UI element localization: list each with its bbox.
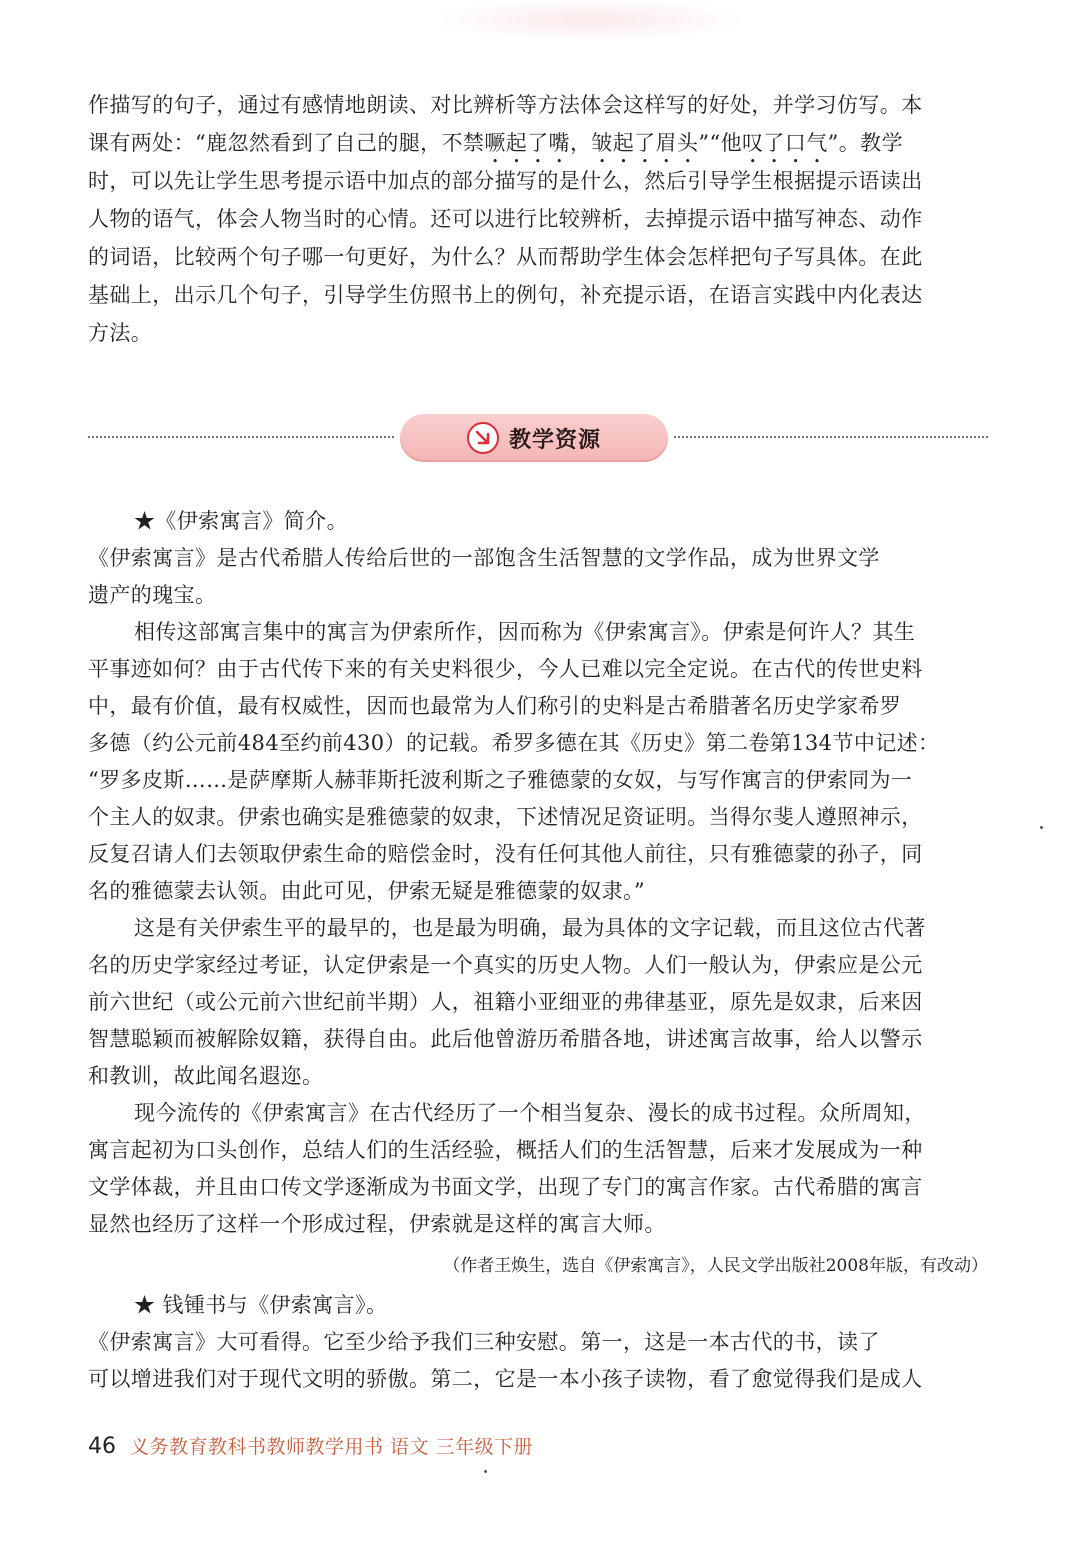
intro-text: ”。教学 <box>827 131 903 155</box>
intro-line: 方法。 <box>88 321 153 345</box>
resource-line: 可以增进我们对于现代文明的骄傲。第二，它是一本小孩子读物，看了愈觉得我们是成人 <box>88 1367 923 1391</box>
intro-text: ”“他 <box>698 131 743 155</box>
resource-heading: ★《伊索寓言》简介。 <box>134 509 348 533</box>
resource-line: 文学体裁，并且由口传文学逐渐成为书面文学，出现了专门的寓言作家。古代希腊的寓言 <box>88 1175 923 1199</box>
intro-line <box>88 128 988 168</box>
resource-line: 多德（约公元前484至约前430）的记载。希罗多德在其《历史》第二卷第134节中记述： <box>88 731 940 755</box>
resource-line: 现今流传的《伊索寓言》在古代经历了一个相当复杂、漫长的成书过程。众所周知， <box>134 1101 926 1125</box>
resource-line: 和教训，故此闻名遐迩。 <box>88 1064 324 1088</box>
scan-tint <box>440 0 740 40</box>
intro-line: 时，可以先让学生思考提示语中加点的部分描写的是什么，然后引导学生根据提示语读出 <box>88 169 923 193</box>
resource-line: 相传这部寓言集中的寓言为伊索所作，因而称为《伊索寓言》。伊索是何许人？其生 <box>134 620 916 644</box>
dotted-emphasis: 噘起了嘴 <box>484 131 570 155</box>
scan-speck <box>1040 826 1043 829</box>
intro-text: ， <box>569 131 592 155</box>
citation: （作者王焕生，选自《伊索寓言》，人民文学出版社2008年版，有改动） <box>443 1256 988 1276</box>
resource-line: 《伊索寓言》大可看得。它至少给予我们三种安慰。第一，这是一本古代的书，读了 <box>88 1330 880 1354</box>
section-divider-right <box>674 436 988 438</box>
resource-line: 中，最有价值，最有权威性，因而也最常为人们称引的史料是古希腊著名历史学家希罗 <box>88 694 902 718</box>
resource-line: 前六世纪（或公元前六世纪前半期）人，祖籍小亚细亚的弗律基亚，原先是奴隶，后来因 <box>88 990 923 1014</box>
resource-line: 遗产的瑰宝。 <box>88 583 217 607</box>
resource-line: 个主人的奴隶。伊索也确实是雅德蒙的奴隶，下述情况足资证明。当得尔斐人遵照神示， <box>88 805 923 829</box>
section-title: 教学资源 <box>508 427 601 453</box>
scan-speck <box>484 1470 487 1473</box>
resource-line: “罗多皮斯……是萨摩斯人赫菲斯托波利斯之子雅德蒙的女奴，与写作寓言的伊索同为一 <box>88 768 913 792</box>
resource-line: 《伊索寓言》是古代希腊人传给后世的一部饱含生活智慧的文学作品，成为世界文学 <box>88 546 880 570</box>
resource-line: 这是有关伊索生平的最早的，也是最为明确，最为具体的文字记载，而且这位古代著 <box>134 916 926 940</box>
section-divider-left <box>88 436 394 438</box>
page-number: 46 <box>88 1434 116 1459</box>
intro-text: 课有两处：“鹿忽然看到了自己的腿，不禁 <box>88 131 485 155</box>
intro-line: 基础上，出示几个句子，引导学生仿照书上的例句，补充提示语，在语言实践中内化表达 <box>88 283 923 307</box>
arrow-down-right-icon <box>467 422 499 454</box>
resource-line: 名的雅德蒙去认领。由此可见，伊索无疑是雅德蒙的奴隶。” <box>88 879 646 903</box>
resource-line: 名的历史学家经过考证，认定伊索是一个真实的历史人物。人们一般认为，伊索应是公元 <box>88 953 923 977</box>
resource-line: 反复召请人们去领取伊索生命的赔偿金时，没有任何其他人前往，只有雅德蒙的孙子，同 <box>88 842 923 866</box>
resource-line: 平事迹如何？由于古代传下来的有关史料很少，今人已难以完全定说。在古代的传世史料 <box>88 657 923 681</box>
dotted-emphasis: 皱起了眉头 <box>591 131 699 155</box>
book-title: 义务教育教科书教师教学用书 语文 三年级下册 <box>130 1436 534 1458</box>
resource-line: 显然也经历了这样一个形成过程，伊索就是这样的寓言大师。 <box>88 1212 666 1236</box>
resource-line: 寓言起初为口头创作，总结人们的生活经验，概括人们的生活智慧，后来才发展成为一种 <box>88 1138 923 1162</box>
resource-line: 智慧聪颖而被解除奴籍，获得自由。此后他曾游历希腊各地，讲述寓言故事，给人以警示 <box>88 1027 923 1051</box>
page-footer <box>88 1432 533 1462</box>
intro-line: 作描写的句子，通过有感情地朗读、对比辨析等方法体会这样写的好处，并学习仿写。本 <box>88 93 923 117</box>
intro-line: 人物的语气，体会人物当时的心情。还可以进行比较辨析，去掉提示语中描写神态、动作 <box>88 207 923 231</box>
intro-line: 的词语，比较两个句子哪一句更好，为什么？从而帮助学生体会怎样把句子写具体。在此 <box>88 245 923 269</box>
resource-heading: ★ 钱锺书与《伊索寓言》。 <box>134 1293 388 1317</box>
section-badge <box>400 414 668 462</box>
dotted-emphasis: 叹了口气 <box>742 131 828 155</box>
